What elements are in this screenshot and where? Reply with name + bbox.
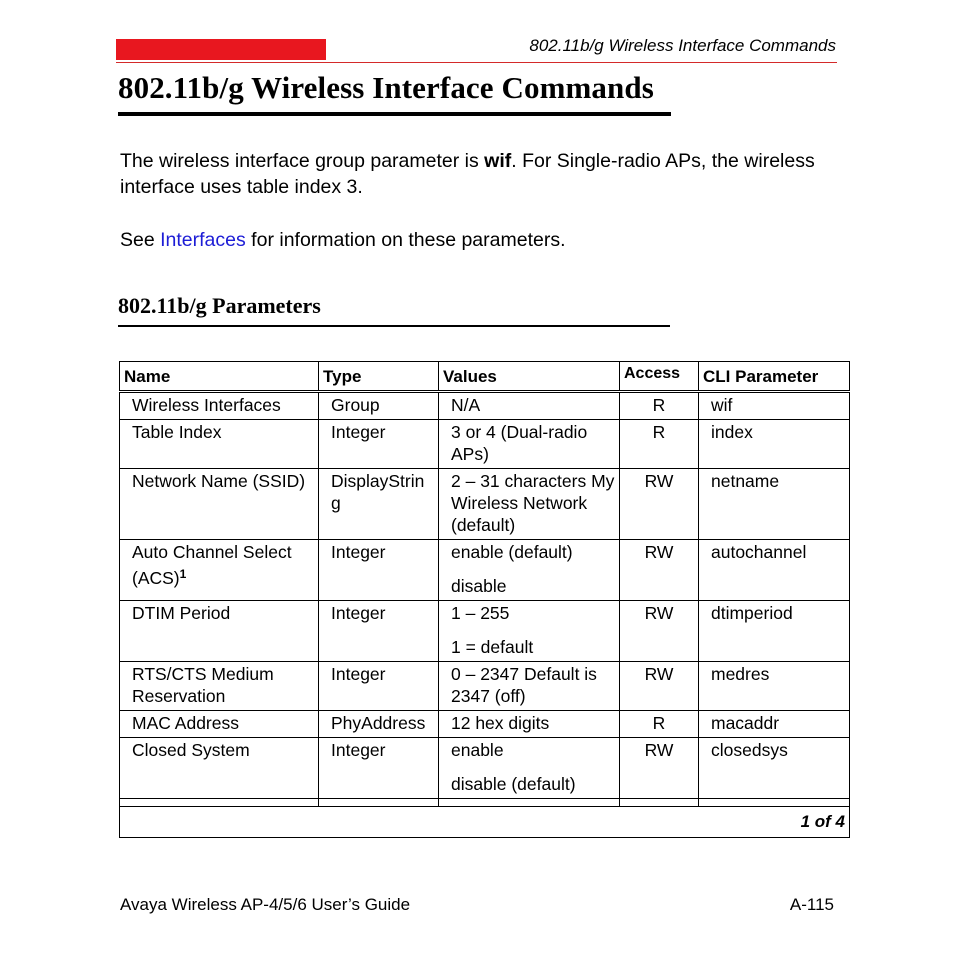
cell-values (439, 540, 620, 601)
cell-cli-parameter: closedsys (699, 738, 850, 799)
table-row (120, 469, 850, 540)
cell-name (120, 469, 319, 540)
cell-name (120, 392, 319, 420)
cell-value-line: 2 – 31 characters My Wireless Network (default) (451, 471, 615, 535)
cell-value-line: 0 – 2347 Default is 2347 (off) (451, 664, 597, 706)
footnote-marker: 1 (179, 567, 187, 581)
running-head: 802.11b/g Wireless Interface Commands (529, 36, 836, 55)
cell-values (439, 420, 620, 469)
cell-values (439, 662, 620, 711)
cell-access: RW (620, 662, 699, 711)
cell-value-line: disable (default) (451, 774, 576, 794)
cell-access: R (620, 420, 699, 469)
table-row (120, 420, 850, 469)
see-text: See (120, 229, 161, 251)
column-header-access: Access (620, 362, 699, 392)
section-rule (118, 325, 670, 327)
interfaces-link[interactable]: Interfaces (160, 229, 246, 251)
cell-access: RW (620, 601, 699, 662)
column-header-cli: CLI Parameter (699, 362, 850, 392)
table-pager-row (120, 807, 850, 838)
spacer-cell (620, 799, 699, 807)
cell-name (120, 540, 319, 601)
cell-access: RW (620, 540, 699, 601)
cell-type: Integer (319, 540, 439, 601)
group-parameter-name: wif (484, 150, 512, 172)
cell-type: Group (319, 392, 439, 420)
cell-value-line: disable (451, 576, 507, 596)
table-row (120, 601, 850, 662)
cell-name (120, 662, 319, 711)
see-also-paragraph (120, 227, 566, 253)
spacer-cell (439, 799, 620, 807)
parameters-table (119, 361, 850, 838)
cell-cli-parameter: macaddr (699, 711, 850, 738)
footer-page-number: A-115 (789, 895, 834, 914)
cell-name-text: MAC Address (132, 713, 239, 733)
column-header-name: Name (120, 362, 319, 392)
table-header-row (120, 362, 850, 392)
cell-cli-parameter: dtimperiod (699, 601, 850, 662)
cell-name (120, 738, 319, 799)
cell-values (439, 601, 620, 662)
cell-type: Integer (319, 601, 439, 662)
spacer-cell (699, 799, 850, 807)
cell-value-line: 3 or 4 (Dual-radio APs) (451, 422, 588, 464)
table-row (120, 540, 850, 601)
cell-cli-parameter: medres (699, 662, 850, 711)
cell-name (120, 420, 319, 469)
cell-type: DisplayString (319, 469, 439, 540)
cell-cli-parameter: index (699, 420, 850, 469)
header-rule (116, 62, 837, 63)
page-title: 802.11b/g Wireless Interface Commands (118, 70, 654, 105)
cell-value-line: 12 hex digits (451, 713, 550, 733)
table-row (120, 711, 850, 738)
footer-guide-title: Avaya Wireless AP-4/5/6 User’s Guide (120, 895, 411, 914)
cell-type: Integer (319, 420, 439, 469)
cell-cli-parameter: autochannel (699, 540, 850, 601)
table-page-indicator: 1 of 4 (120, 807, 850, 838)
cell-values (439, 711, 620, 738)
cell-value-line: N/A (451, 395, 481, 415)
see-text-rest: for information on these parameters. (245, 229, 566, 251)
cell-value-line: enable (default) (451, 542, 573, 562)
cell-name-text: Auto Channel Select (ACS) (132, 542, 292, 588)
spacer-cell (319, 799, 439, 807)
cell-value-line: enable (451, 740, 504, 760)
cell-values (439, 738, 620, 799)
cell-name-text: DTIM Period (132, 603, 231, 623)
cell-value-line: 1 = default (451, 637, 534, 657)
cell-cli-parameter: netname (699, 469, 850, 540)
cell-name-text: RTS/CTS Medium Reservation (132, 664, 274, 706)
cell-values (439, 469, 620, 540)
cell-name-text: Network Name (SSID) (132, 471, 306, 491)
intro-text-rest: . For Single-radio APs, the wireless interface uses table index 3. (120, 150, 815, 198)
cell-values (439, 392, 620, 420)
section-title: 802.11b/g Parameters (118, 293, 321, 318)
spacer-cell (120, 799, 319, 807)
table-spacer-row (120, 799, 850, 807)
cell-name-text: Table Index (132, 422, 222, 442)
header-accent-bar (116, 39, 326, 60)
cell-cli-parameter: wif (699, 392, 850, 420)
intro-text: The wireless interface group parameter is (120, 150, 485, 172)
cell-type: Integer (319, 738, 439, 799)
table-row (120, 738, 850, 799)
title-rule (118, 112, 671, 116)
column-header-values: Values (439, 362, 620, 392)
cell-type: Integer (319, 662, 439, 711)
table-row (120, 662, 850, 711)
cell-name (120, 601, 319, 662)
table-body (120, 392, 850, 838)
cell-access: RW (620, 469, 699, 540)
cell-name-text: Wireless Interfaces (132, 395, 281, 415)
table-row (120, 392, 850, 420)
cell-value-line: 1 – 255 (451, 603, 510, 623)
cell-name-text: Closed System (132, 740, 250, 760)
cell-type: PhyAddress (319, 711, 439, 738)
cell-name (120, 711, 319, 738)
intro-paragraph (120, 148, 840, 200)
cell-access: RW (620, 738, 699, 799)
cell-access: R (620, 711, 699, 738)
cell-access: R (620, 392, 699, 420)
column-header-type: Type (319, 362, 439, 392)
